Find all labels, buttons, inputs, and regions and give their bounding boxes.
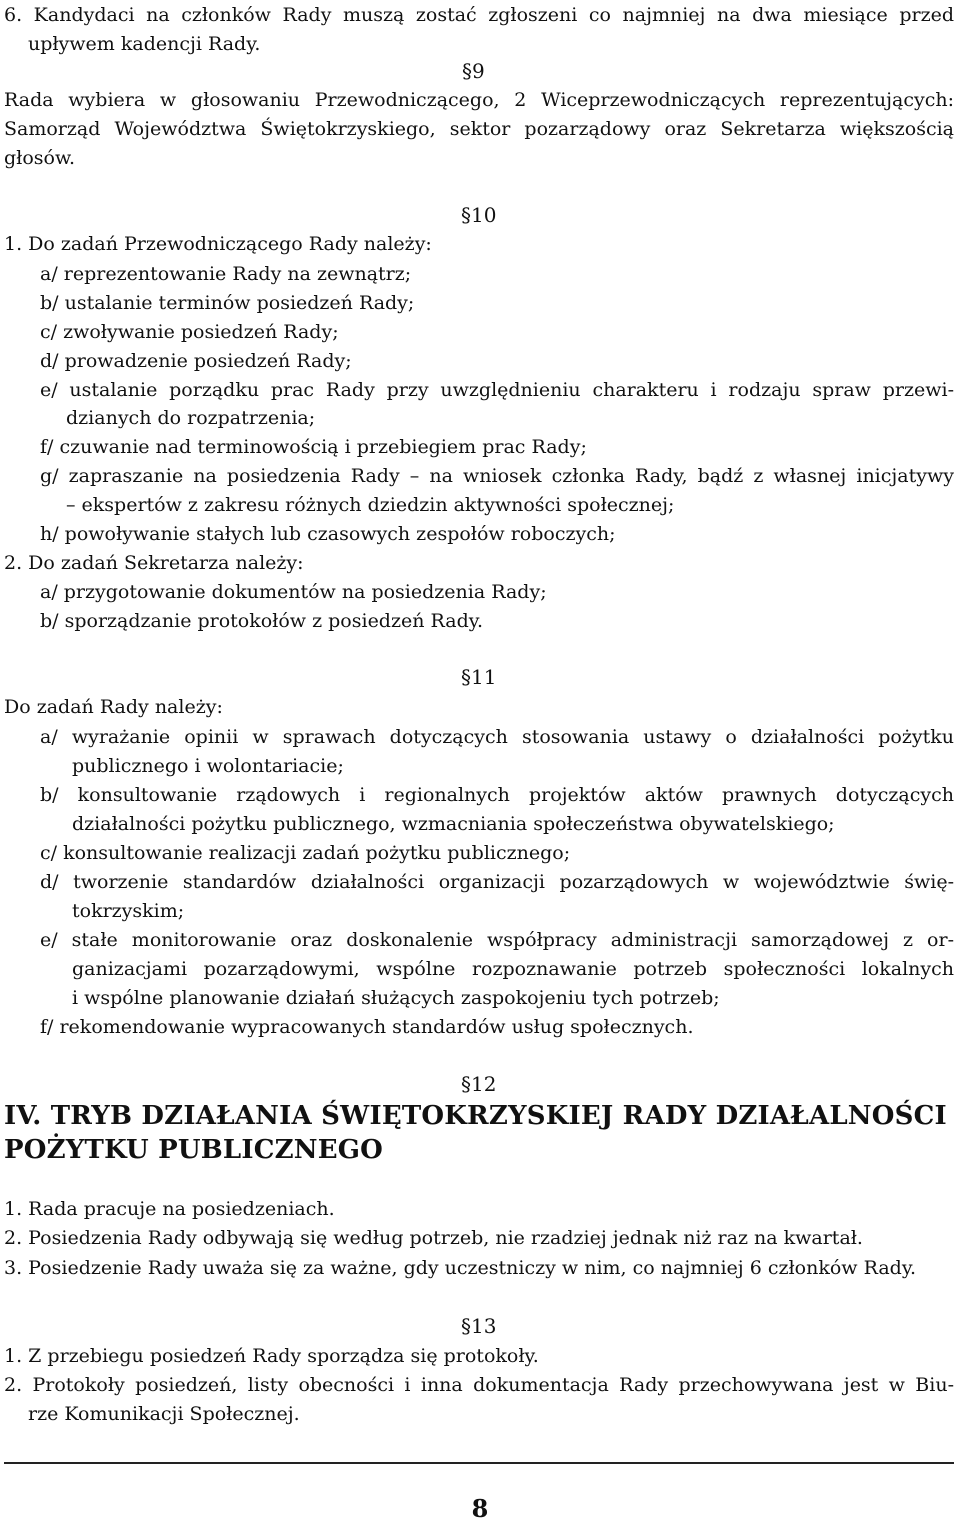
section-12-point-2: 2. Posiedzenia Rady odbywają się według potrzeb, nie rzadziej jednak niż raz na kwartał. [4,1227,863,1249]
section-13-point-2-line-1: 2. Protokoły posiedzeń, listy obecności i inna dokumentacja Rady przechowywana jest w Biu- [4,1374,954,1396]
section-10-item-d: d/ prowadzenie posiedzeń Rady; [40,350,352,372]
section-12-point-1: 1. Rada pracuje na posiedzeniach. [4,1198,335,1220]
section-10-item-e-line-2: dzianych do rozpatrzenia; [66,407,316,429]
section-10-point-2-item-a: a/ przygotowanie dokumentów na posiedzenia Rady; [40,581,547,603]
section-10-item-e-line-1: e/ ustalanie porządku prac Rady przy uwzględnieniu charakteru i rodzaju spraw przewi- [40,379,954,401]
section-11-item-e-line-1: e/ stałe monitorowanie oraz doskonalenie współpracy administracji samorządowej z or- [40,929,954,951]
section-11-item-b-line-2: działalności pożytku publicznego, wzmacniania społeczeństwa obywatelskiego; [72,813,835,835]
section-11-item-e-line-2: ganizacjami pozarządowymi, wspólne rozpoznawanie potrzeb społeczności lokalnych [72,958,954,980]
section-9-line-3: głosów. [4,147,75,169]
section-10-symbol: §10 [461,203,497,227]
page-number: 8 [471,1494,489,1523]
section-11-item-a-line-1: a/ wyrażanie opinii w sprawach dotyczących stosowania ustawy o działalności pożytku [40,726,954,748]
section-10-point-1: 1. Do zadań Przewodniczącego Rady należy: [4,233,432,255]
section-11-item-b-line-1: b/ konsultowanie rządowych i regionalnych projektów aktów prawnych dotyczących [40,784,954,806]
item-6-line-1: 6. Kandydaci na członków Rady muszą zostać zgłoszeni co najmniej na dwa miesiące przed [4,4,954,26]
section-10-point-2: 2. Do zadań Sekretarza należy: [4,552,304,574]
section-11-item-e-line-3: i wspólne planowanie działań służących zaspokojeniu tych potrzeb; [72,987,720,1009]
section-10-item-h: h/ powoływanie stałych lub czasowych zespołów roboczych; [40,523,616,545]
section-9-line-1: Rada wybiera w głosowaniu Przewodniczącego, 2 Wiceprzewodniczących reprezentujących: [4,89,954,111]
section-13-point-2-line-2: rze Komunikacji Społecznej. [28,1403,300,1425]
section-10-item-g-line-2: – ekspertów z zakresu różnych dziedzin aktywności społecznej; [66,494,675,516]
section-10-item-f: f/ czuwanie nad terminowością i przebiegiem prac Rady; [40,436,587,458]
section-11-item-d-line-1: d/ tworzenie standardów działalności organizacji pozarządowych w województwie świę- [40,871,954,893]
section-13-point-1: 1. Z przebiegu posiedzeń Rady sporządza się protokoły. [4,1345,539,1367]
section-12-symbol: §12 [461,1072,497,1096]
section-11-symbol: §11 [461,665,497,689]
section-12-point-3: 3. Posiedzenie Rady uważa się za ważne, gdy uczestniczy w nim, co najmniej 6 członków Rady. [4,1257,917,1279]
section-10-item-b: b/ ustalanie terminów posiedzeń Rady; [40,292,415,314]
section-9-symbol: §9 [462,59,485,83]
chapter-heading-line-1: IV. TRYB DZIAŁANIA ŚWIĘTOKRZYSKIEJ RADY DZIAŁALNOŚCI [4,1101,947,1131]
chapter-heading-line-2: POŻYTKU PUBLICZNEGO [4,1135,384,1165]
section-11-intro: Do zadań Rady należy: [4,696,223,718]
section-10-point-2-item-b: b/ sporządzanie protokołów z posiedzeń Rady. [40,610,483,632]
section-10-item-a: a/ reprezentowanie Rady na zewnątrz; [40,263,412,285]
section-10-item-g-line-1: g/ zapraszanie na posiedzenia Rady – na wniosek członka Rady, bądź z własnej inicjatywy [40,465,954,487]
section-9-line-2: Samorząd Województwa Świętokrzyskiego, sektor pozarządowy oraz Sekretarza większością [4,118,954,140]
section-10-item-c: c/ zwoływanie posiedzeń Rady; [40,321,339,343]
footer-divider [4,1462,954,1464]
section-11-item-d-line-2: tokrzyskim; [72,900,185,922]
section-13-symbol: §13 [461,1314,497,1338]
section-11-item-c: c/ konsultowanie realizacji zadań pożytku publicznego; [40,842,571,864]
section-11-item-a-line-2: publicznego i wolontariacie; [72,755,344,777]
section-11-item-f: f/ rekomendowanie wypracowanych standardów usług społecznych. [40,1016,694,1038]
item-6-line-2: upływem kadencji Rady. [28,33,261,55]
